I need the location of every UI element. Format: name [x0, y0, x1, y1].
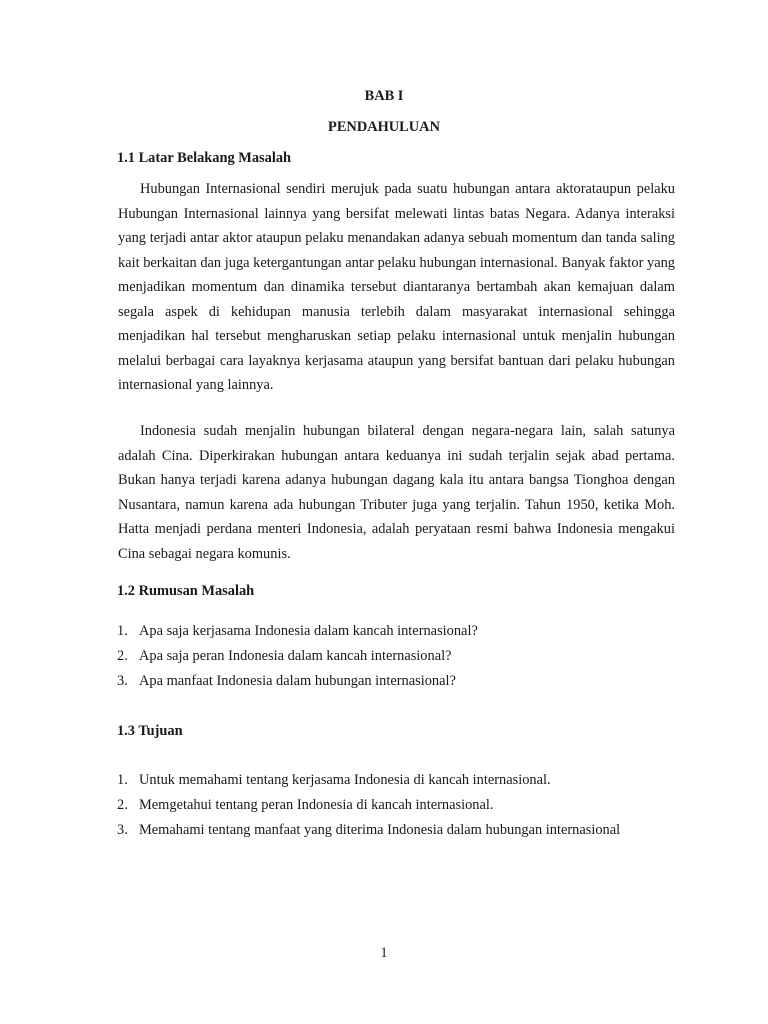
list-item	[117, 669, 478, 694]
section-heading-tujuan: 1.3 Tujuan	[117, 723, 183, 739]
list-item-text: Untuk memahami tentang kerjasama Indonesia di kancah internasional.	[139, 772, 551, 788]
list-item	[117, 793, 620, 818]
list-item-text: Memgetahui tentang peran Indonesia di kancah internasional.	[139, 797, 494, 813]
list-item-text: Apa saja peran Indonesia dalam kancah internasional?	[139, 648, 452, 664]
list-item-text: Memahami tentang manfaat yang diterima Indonesia dalam hubungan internasional	[139, 822, 621, 838]
list-item-number: 2.	[117, 648, 128, 664]
page-number: 1	[380, 945, 388, 961]
paragraph: Indonesia sudah menjalin hubungan bilateral dengan negara-negara lain, salah satunya adalah Cina. Diperkirakan hubungan antara keduanya ini sudah terjalin sejak abad pertama. Bukan hanya terjadi karena adanya hubungan dagang kala itu antara bangsa Tionghoa dengan Nusantara, namun karena ada hubungan Tributer juga yang terjalin. Tahun 1950, ketika Moh. Hatta menjadi perdana menteri Indonesia, adalah peryataan resmi bahwa Indonesia mengakui Cina sebagai negara komunis.	[118, 423, 675, 562]
list-item-number: 1.	[117, 623, 128, 639]
list-item	[117, 644, 478, 669]
rumusan-masalah-list	[117, 619, 478, 694]
list-item	[117, 619, 478, 644]
chapter-title: PENDAHULUAN	[328, 119, 440, 135]
list-item-text: Apa saja kerjasama Indonesia dalam kancah internasional?	[139, 623, 478, 639]
paragraph: Hubungan Internasional sendiri merujuk pada suatu hubungan antara aktorataupun pelaku Hubungan Internasional lainnya yang bersifat melewati lintas batas Negara. Adanya interaksi yang terjadi antar aktor ataupun pelaku menandakan adanya sebuah momentum dan tanda saling kait berkaitan dan juga ketergantungan antar pelaku hubungan internasional. Banyak faktor yang menjadikan momentum dan dinamika tersebut diantaranya bertambah akan kemajuan dalam segala aspek di kehidupan manusia terlebih dalam masyarakat internasional sehingga menjadikan hal tersebut mengharuskan setiap pelaku internasional untuk menjalin hubungan melalui berbagai cara layaknya kerjasama ataupun yang bersifat bantuan dari pelaku hubungan internasional yang lainnya.	[118, 181, 675, 393]
section-heading-rumusan-masalah: 1.2 Rumusan Masalah	[117, 583, 255, 599]
list-item	[117, 768, 620, 793]
chapter-label: BAB I	[364, 88, 404, 104]
list-item-number: 3.	[117, 673, 128, 689]
list-item	[117, 818, 620, 843]
list-item-number: 2.	[117, 797, 128, 813]
list-item-number: 3.	[117, 822, 128, 838]
section-heading-latar-belakang: 1.1 Latar Belakang Masalah	[117, 150, 292, 166]
list-item-text: Apa manfaat Indonesia dalam hubungan internasional?	[139, 673, 456, 689]
list-item-number: 1.	[117, 772, 128, 788]
tujuan-list	[117, 768, 620, 843]
